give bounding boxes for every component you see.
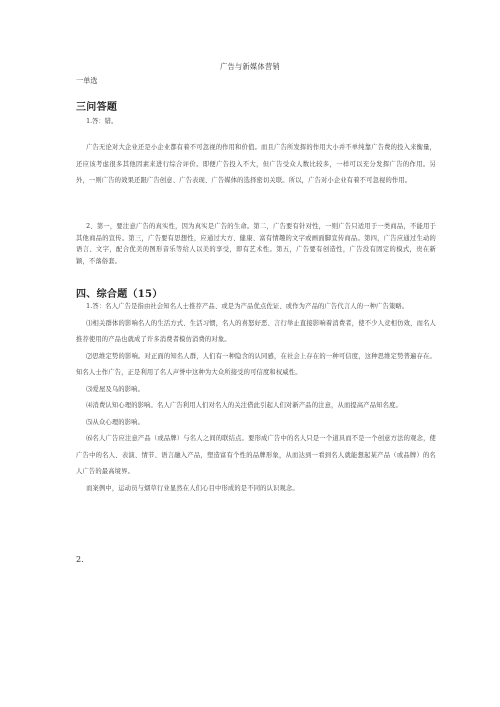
section-qa [76,98,436,125]
comprehensive-item: ⑷消费认知心理的影响。名人广告利用人们对名人的关注借此引起人们对新产品的注意，从而提高产品知名度。 [86,402,402,409]
comprehensive-item: ⑴相关群体的影响名人的生活方式、生活习惯，名人的喜怒好恶、言行举止直接影响着消费者，使不少人竞相仿效，而名人推荐使用的产品也就成了许多消费者模仿消费的对象。 [76,319,436,343]
question-number-2: 2. [76,555,84,564]
comprehensive-item: 而案例中，运动员与烟草行业显然在人们心目中形成的是不同的认识观念。 [86,484,299,492]
document-title: 广告与新媒体营销 [220,62,280,71]
qa-answer-1: 1.答：错。 [86,118,118,125]
section-qa-heading: 三问答题 [76,102,118,113]
section-comprehensive-heading: 四、综合题（15） [76,289,163,300]
comprehensive-intro: 1.答：名人广告是指由社会知名人士推荐产品、或是为产品优点佐证、或作为产品的广告代言人的一种广告策略。 [86,303,409,310]
section-single-choice: 一单选 [76,76,98,85]
comprehensive-item: ⑵思维定势的影响。对正面的知名人群，人们有一种隐含的认同感，在社会上存在的一种可信度，这种思维定势普遍存在。知名人士作广告，正是利用了名人声誉中这种为大众所接受的可信度和权威性。 [76,352,436,376]
section-comprehensive [76,285,436,300]
qa-paragraph-1-block [76,140,436,190]
comprehensive-item: ⑹名人广告应注意产品（或品牌）与名人之间的联结点。要形成广告中的名人只是一个道具而不是一个创意方法的观念，使广告中的名人、表演、情节、语言融入产品，塑造富有个性的品牌形象，从而达到一看到名人就能想起某产品（或品牌）的名人广告的最高境界。 [76,435,436,475]
comprehensive-item: ⑶爱屋及乌的影响。 [86,385,145,393]
qa-paragraph-2-block [76,221,436,267]
qa-paragraph-1: 广告无论对大企业还是小企业都有着不可忽视的作用和价值。而且广告所发挥的作用大小并不单纯靠广告费的投入来衡量，还应该考虑很多其他因素来进行综合评价。即便广告投入不大，但广告受众人数比较多，一样可以充分发挥广告的作用。另外，一则广告的效果还跟广告创意、广告表现、广告媒体的选择密切关联。所以，广告对小企业有着不可忽视的作用。 [76,144,436,184]
qa-paragraph-2: 2、第一，要注意广告的真实性，因为真实是广告的生命。第二，广告要有针对性，一则广告只适用于一类商品，不能用于其他商品的宣传。第三，广告要有思想性，应通过大方、健康、富有情趣的文字或画面脚宣传商品。第四，广告应通过生动的语言、文字，配合优美的图形音乐等给人以美的享受，即有艺术性。第五，广告要有创造性，广告没有固定的模式，贵在新颖，不落俗套。 [76,223,436,265]
comprehensive-item: ⑸从众心理的影响。 [86,418,145,426]
comprehensive-content [76,299,436,497]
